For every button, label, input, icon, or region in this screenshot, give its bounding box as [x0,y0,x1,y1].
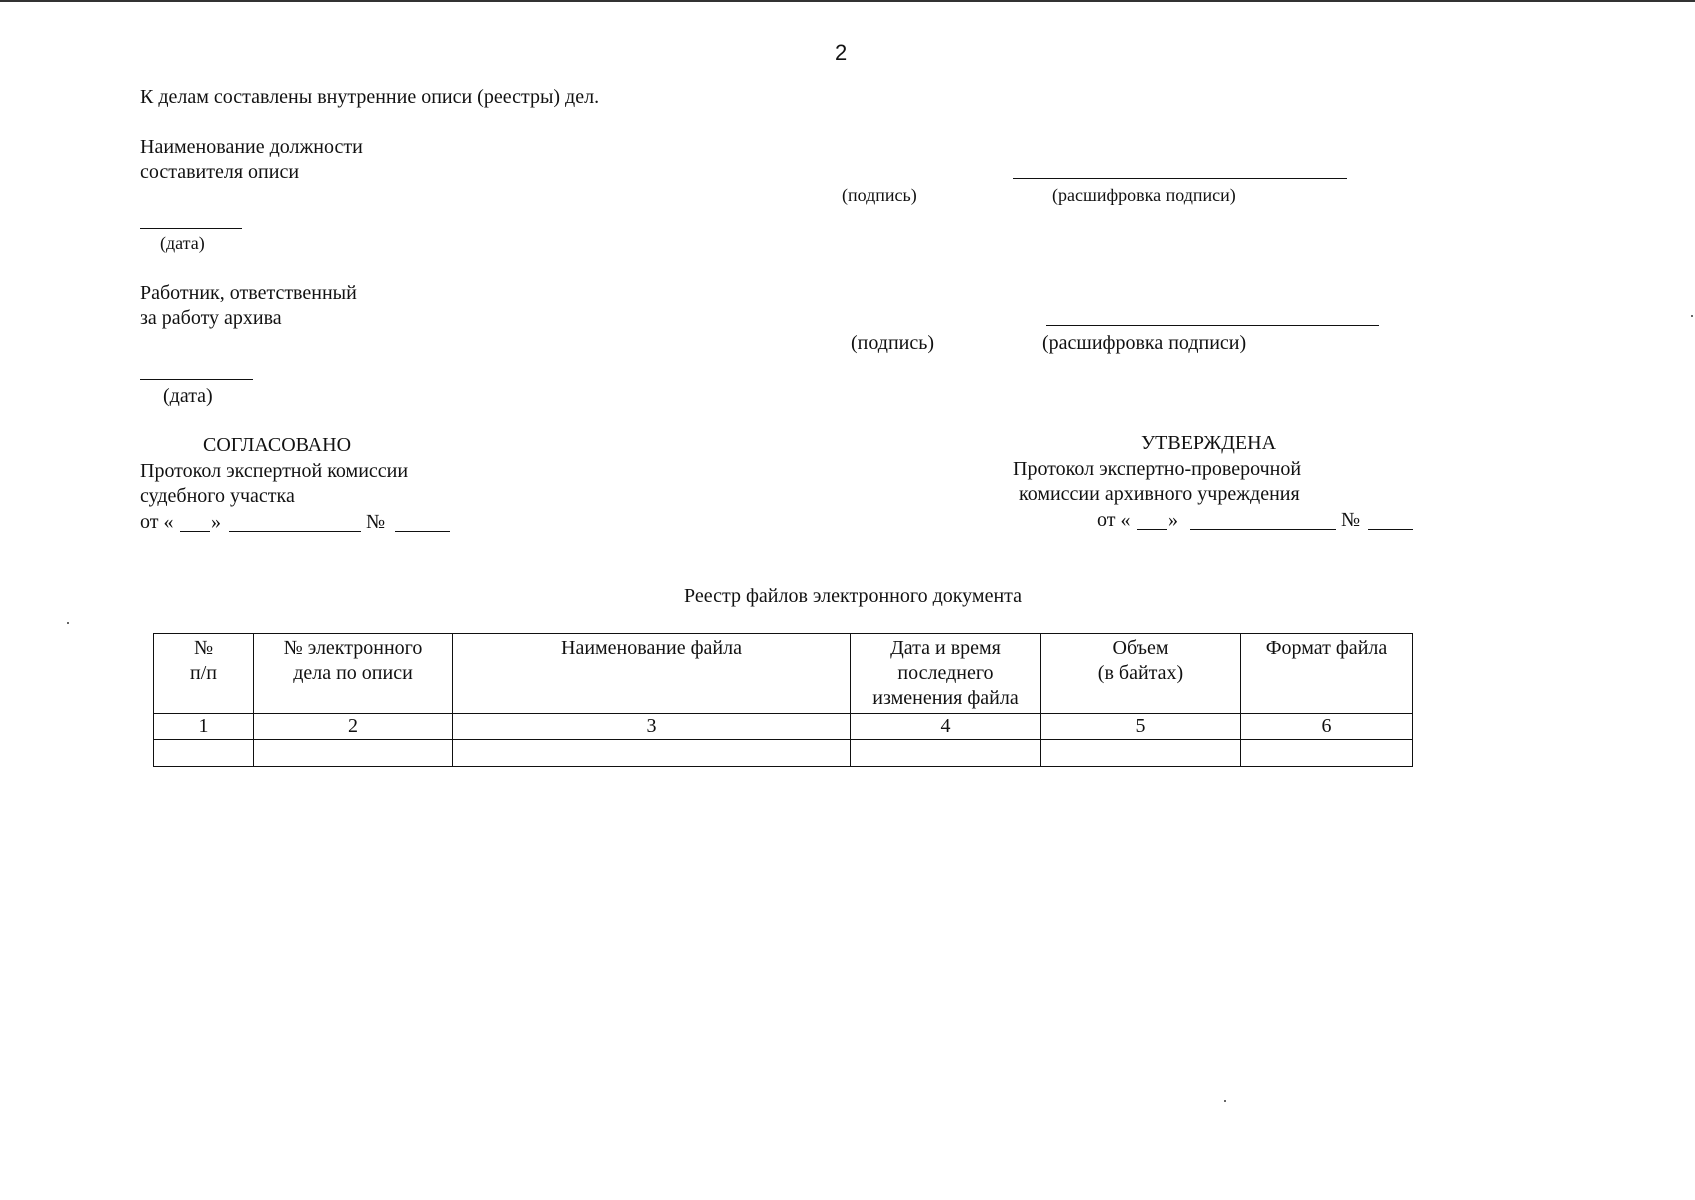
registry-title: Реестр файлов электронного документа [684,585,1023,607]
agreed-month-line [229,531,361,532]
header-cell-modified: Дата и время последнего изменения файла [851,634,1041,714]
archive-worker-date-caption: (дата) [163,385,213,407]
compiler-date-caption: (дата) [160,233,205,253]
approved-number-line [1368,529,1413,530]
agreed-line1: Протокол экспертной комиссии [140,460,409,482]
compiler-position-line2: составителя описи [140,161,300,183]
table-cell [1241,740,1413,767]
approved-heading: УТВЕРЖДЕНА [1141,432,1277,454]
approved-date-prefix: от « [1097,509,1131,531]
table-cell [154,740,254,767]
agreed-date-prefix: от « [140,511,174,533]
archive-worker-date-line [140,379,253,380]
approved-number-sign: № [1341,509,1361,531]
agreed-date-mid: » [211,511,221,533]
header-cell-number: № п/п [154,634,254,714]
column-number-cell: 2 [254,714,453,740]
header-cell-file-name: Наименование файла [453,634,851,714]
column-number-cell: 5 [1041,714,1241,740]
scan-speck [1691,315,1693,317]
intro-text: К делам составлены внутренние описи (реестры) дел. [140,86,600,108]
approved-month-line [1190,529,1336,530]
column-number-cell: 6 [1241,714,1413,740]
archive-worker-decryption-caption: (расшифровка подписи) [1042,332,1247,354]
header-cell-size: Объем (в байтах) [1041,634,1241,714]
table-cell [851,740,1041,767]
agreed-day-line [180,531,210,532]
approved-day-line [1137,529,1167,530]
approved-line1: Протокол экспертно-проверочной [1013,458,1302,480]
agreed-line2: судебного участка [140,485,295,507]
archive-worker-signature-caption: (подпись) [851,332,935,354]
archive-worker-decryption-line [1046,325,1379,326]
archive-worker-line1: Работник, ответственный [140,282,357,304]
agreed-heading: СОГЛАСОВАНО [203,434,352,456]
table-row [154,740,1413,767]
column-number-cell: 1 [154,714,254,740]
scan-speck [1224,1100,1226,1102]
compiler-decryption-caption: (расшифровка подписи) [1052,185,1236,205]
page-number: 2 [835,40,848,65]
column-number-cell: 4 [851,714,1041,740]
approved-line2: комиссии архивного учреждения [1019,483,1300,505]
registry-header-row [154,634,1413,714]
header-cell-case-number: № электронного дела по описи [254,634,453,714]
table-cell [254,740,453,767]
archive-worker-line2: за работу архива [140,307,282,329]
compiler-signature-caption: (подпись) [842,185,917,205]
agreed-number-line [395,531,450,532]
compiler-decryption-line [1013,178,1347,179]
registry-table [153,633,1413,767]
table-cell [1041,740,1241,767]
top-border [0,0,1695,2]
table-cell [453,740,851,767]
column-number-cell: 3 [453,714,851,740]
approved-date-mid: » [1168,509,1178,531]
scan-speck [67,622,69,624]
header-cell-format: Формат файла [1241,634,1413,714]
compiler-position-line1: Наименование должности [140,136,363,158]
registry-column-numbers-row [154,714,1413,740]
agreed-number-sign: № [366,511,386,533]
compiler-date-line [140,228,242,229]
